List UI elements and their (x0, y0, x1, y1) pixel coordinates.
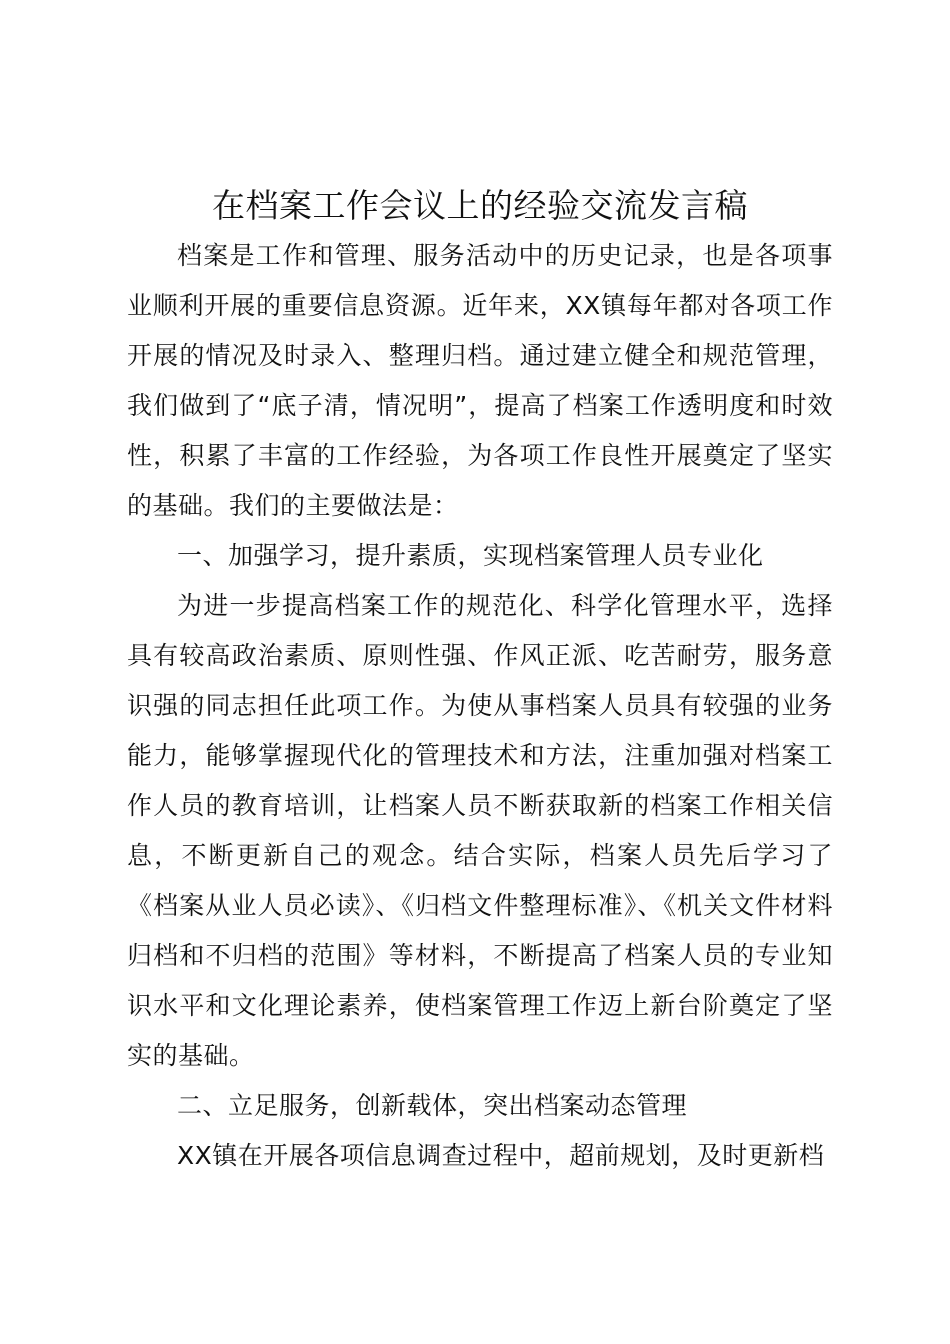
section-body-2: XX镇在开展各项信息调查过程中，超前规划，及时更新档 (177, 1141, 825, 1170)
intro-paragraph: 档案是工作和管理、服务活动中的历史记录，也是各项事业顺利开展的重要信息资源。近年来，XX镇每年都对各项工作开展的情况及时录入、整理归档。通过建立健全和规范管理，我们做到了“底子清，情况明”，提高了档案工作透明度和时效性，积累了丰富的工作经验，为各项工作良性开展奠定了坚实的基础。我们的主要做法是： (127, 241, 833, 520)
document-page (127, 181, 833, 1181)
section-heading-1: 一、加强学习，提升素质，实现档案管理人员专业化 (177, 541, 764, 570)
document-title: 在档案工作会议上的经验交流发言稿 (212, 186, 748, 225)
section-body-1: 为进一步提高档案工作的规范化、科学化管理水平，选择具有较高政治素质、原则性强、作风正派、吃苦耐劳，服务意识强的同志担任此项工作。为使从事档案人员具有较强的业务能力，能够掌握现代化的管理技术和方法，注重加强对档案工作人员的教育培训，让档案人员不断获取新的档案工作相关信息，不断更新自己的观念。结合实际，档案人员先后学习了《档案从业人员必读》、《归档文件整理标准》、《机关文件材料归档和不归档的范围》等材料，不断提高了档案人员的专业知识水平和文化理论素养，使档案管理工作迈上新台阶奠定了坚实的基础。 (127, 591, 833, 1070)
section-heading-2: 二、立足服务，创新载体，突出档案动态管理 (177, 1091, 688, 1120)
